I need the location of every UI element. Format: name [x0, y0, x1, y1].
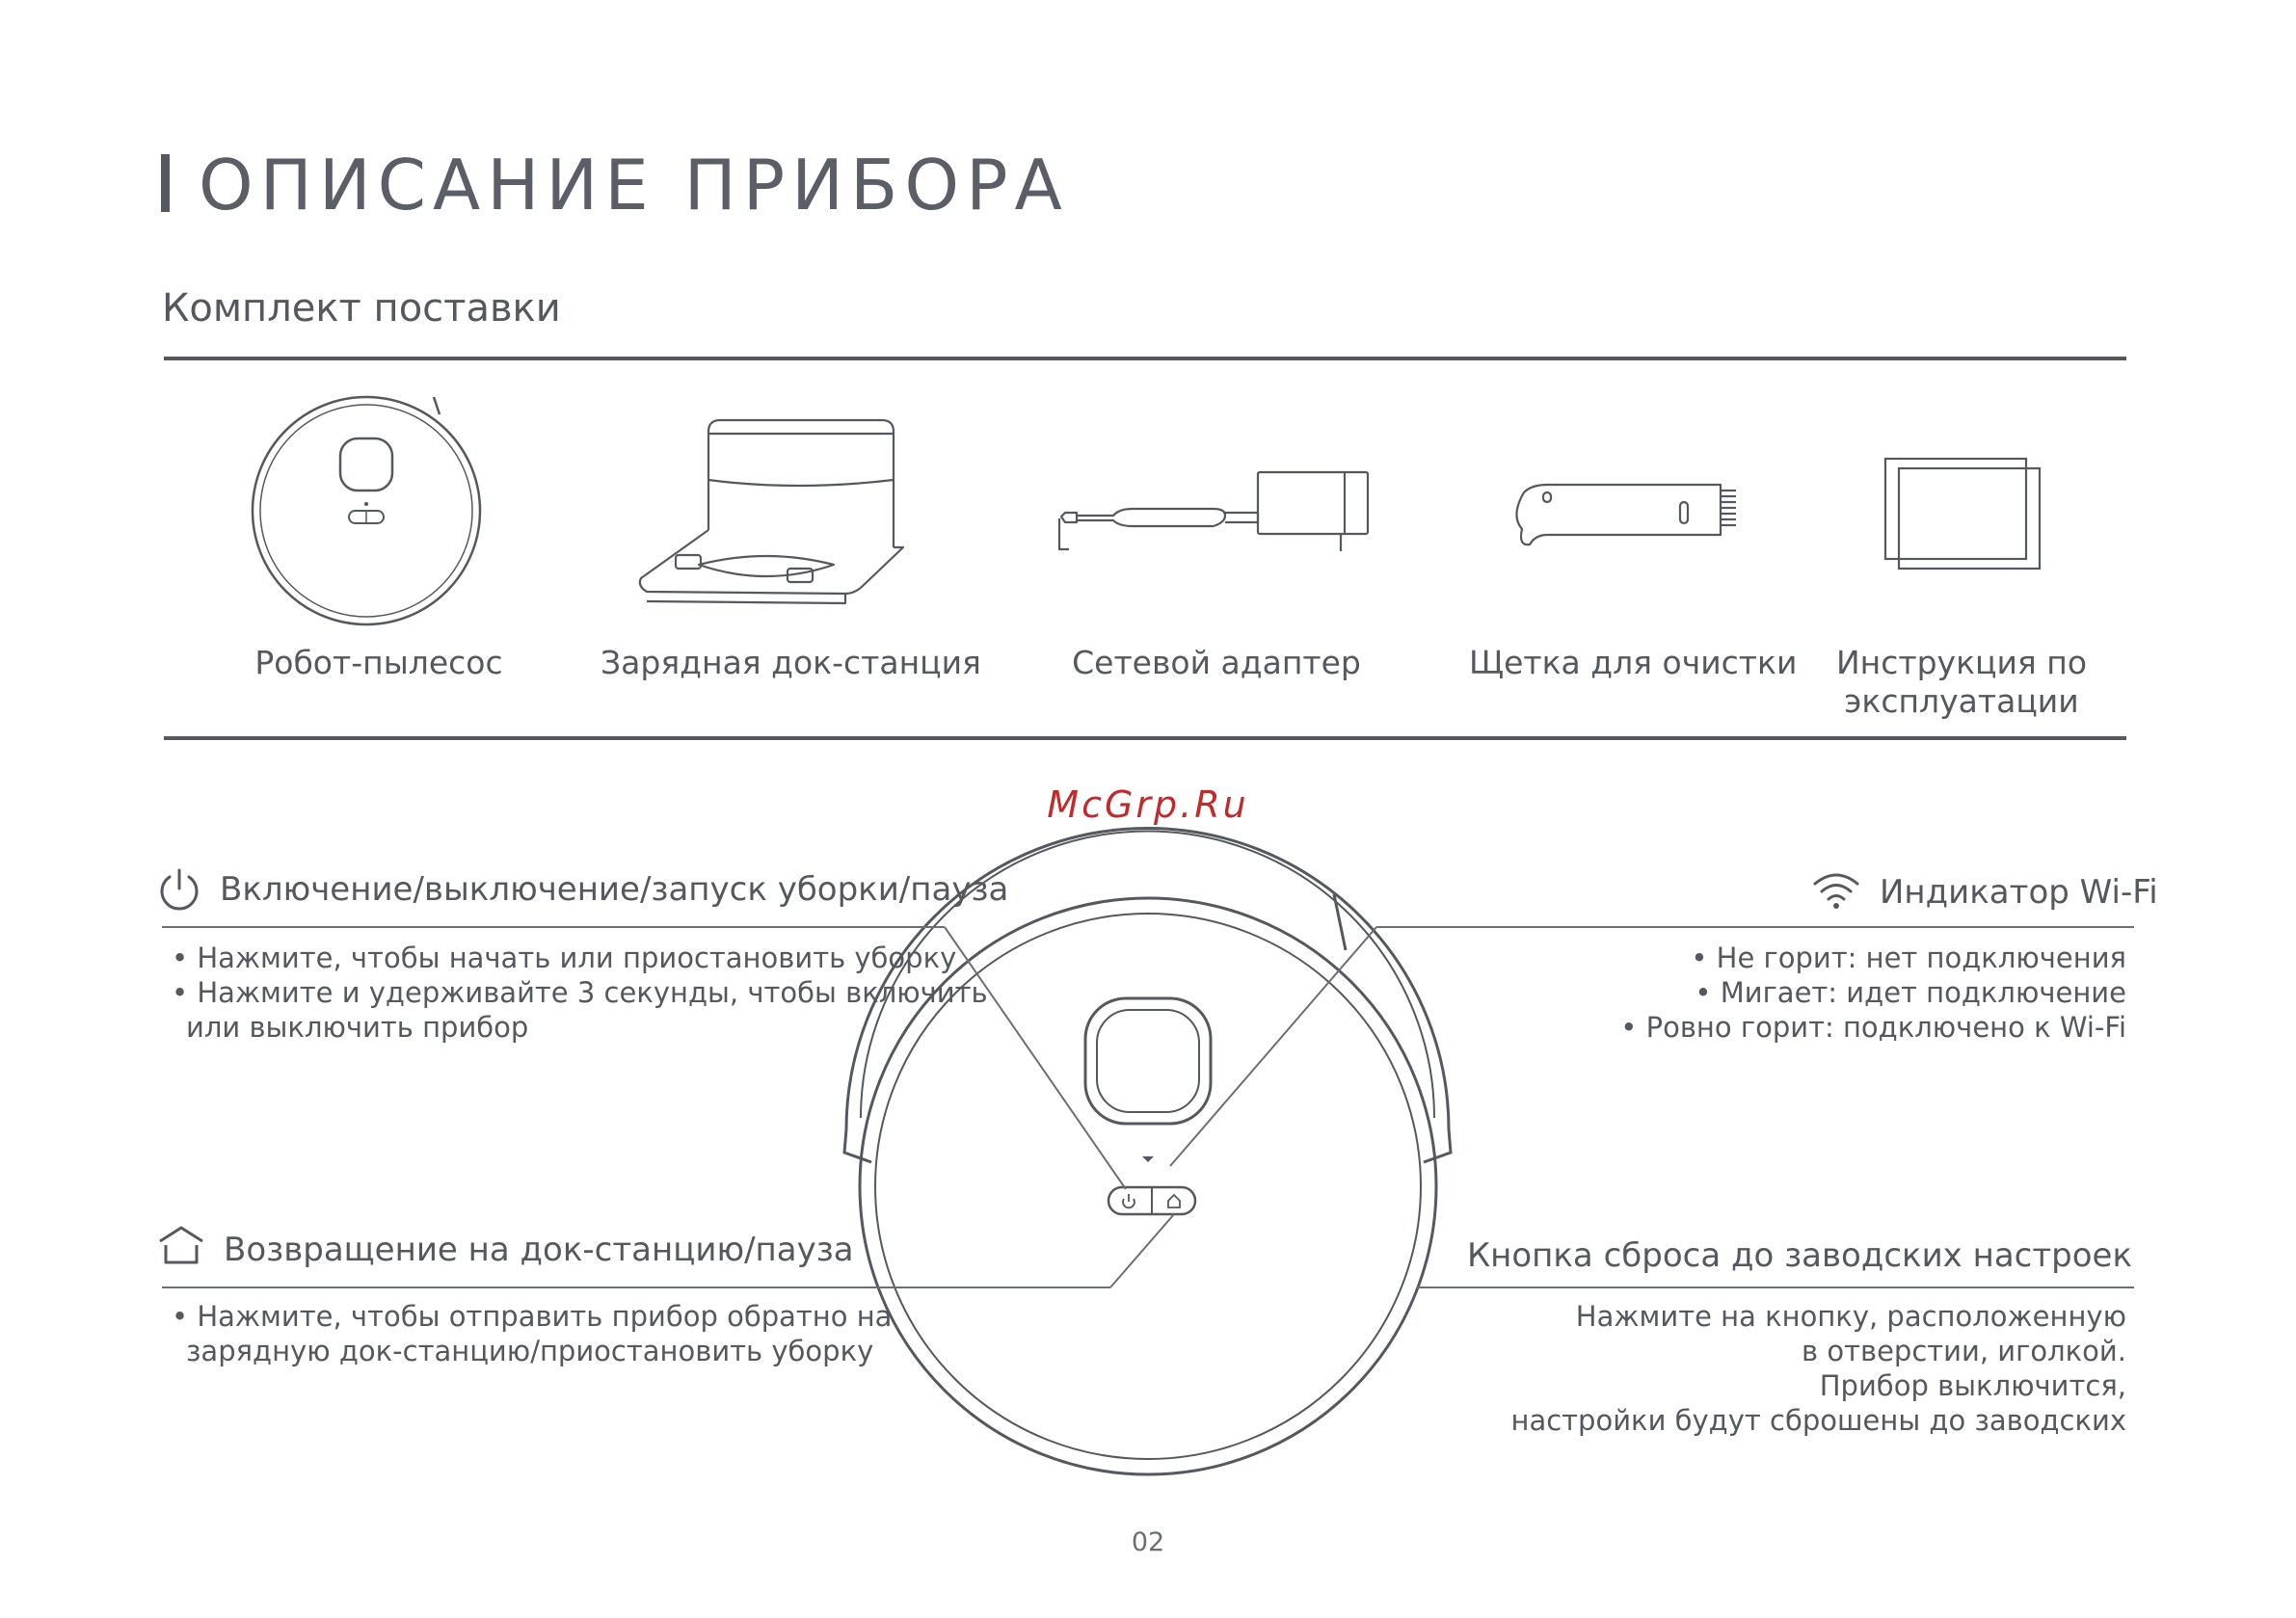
- item-label-manual-line1: Инструкция по: [1835, 644, 2088, 681]
- reset-desc-line: Нажмите на кнопку, расположенную: [1575, 1300, 2126, 1333]
- reset-desc-line: Прибор выключится,: [1819, 1369, 2126, 1402]
- power-icon: [156, 867, 202, 914]
- item-label-brush: Щетка для очистки: [1469, 644, 1798, 681]
- page-title: ОПИСАНИЕ ПРИБОРА: [199, 145, 1069, 225]
- dock-desc-line: зарядную док-станцию/приостановить уборку: [186, 1335, 874, 1367]
- wifi-desc-line: • Мигает: идет подключение: [1695, 976, 2126, 1009]
- reset-feature-description: [1504, 1299, 2126, 1438]
- item-label-manual-line2: эксплуатации: [1844, 682, 2079, 720]
- power-feature-title: Включение/выключение/запуск уборки/пауза: [220, 870, 1009, 909]
- wifi-desc-line: • Ровно горит: подключено к Wi-Fi: [1620, 1011, 2126, 1044]
- item-label-dock: Зарядная док-станция: [601, 644, 981, 681]
- item-label-adapter: Сетевой адаптер: [1072, 644, 1361, 681]
- wifi-desc-line: • Не горит: нет подключения: [1691, 942, 2126, 974]
- wifi-feature-description: [1542, 941, 2126, 1045]
- reset-feature-title: Кнопка сброса до заводских настроек: [1467, 1236, 2132, 1275]
- dock-desc-line: • Нажмите, чтобы отправить прибор обратно на: [172, 1300, 893, 1333]
- wifi-feature-title: Индикатор Wi-Fi: [1880, 873, 2158, 912]
- reset-desc-line: настройки будут сброшены до заводских: [1510, 1404, 2126, 1437]
- home-icon: [156, 1224, 206, 1266]
- power-feature-description: [172, 941, 988, 1045]
- wifi-icon: [1812, 872, 1860, 911]
- reset-desc-line: в отверстии, иголкой.: [1802, 1335, 2126, 1367]
- dock-feature-title: Возвращение на док-станцию/пауза: [224, 1231, 854, 1269]
- power-desc-line: • Нажмите и удерживайте 3 секунды, чтобы включить: [172, 976, 988, 1009]
- page-number: 02: [1131, 1527, 1165, 1557]
- section-title: Комплект поставки: [162, 286, 561, 331]
- power-desc-line: • Нажмите, чтобы начать или приостановить уборку: [172, 942, 957, 974]
- watermark: McGrp.Ru: [1047, 783, 1249, 826]
- item-label-robot: Робот-пылесос: [254, 644, 503, 681]
- power-desc-line: или выключить прибор: [186, 1011, 529, 1044]
- dock-feature-description: [172, 1299, 892, 1368]
